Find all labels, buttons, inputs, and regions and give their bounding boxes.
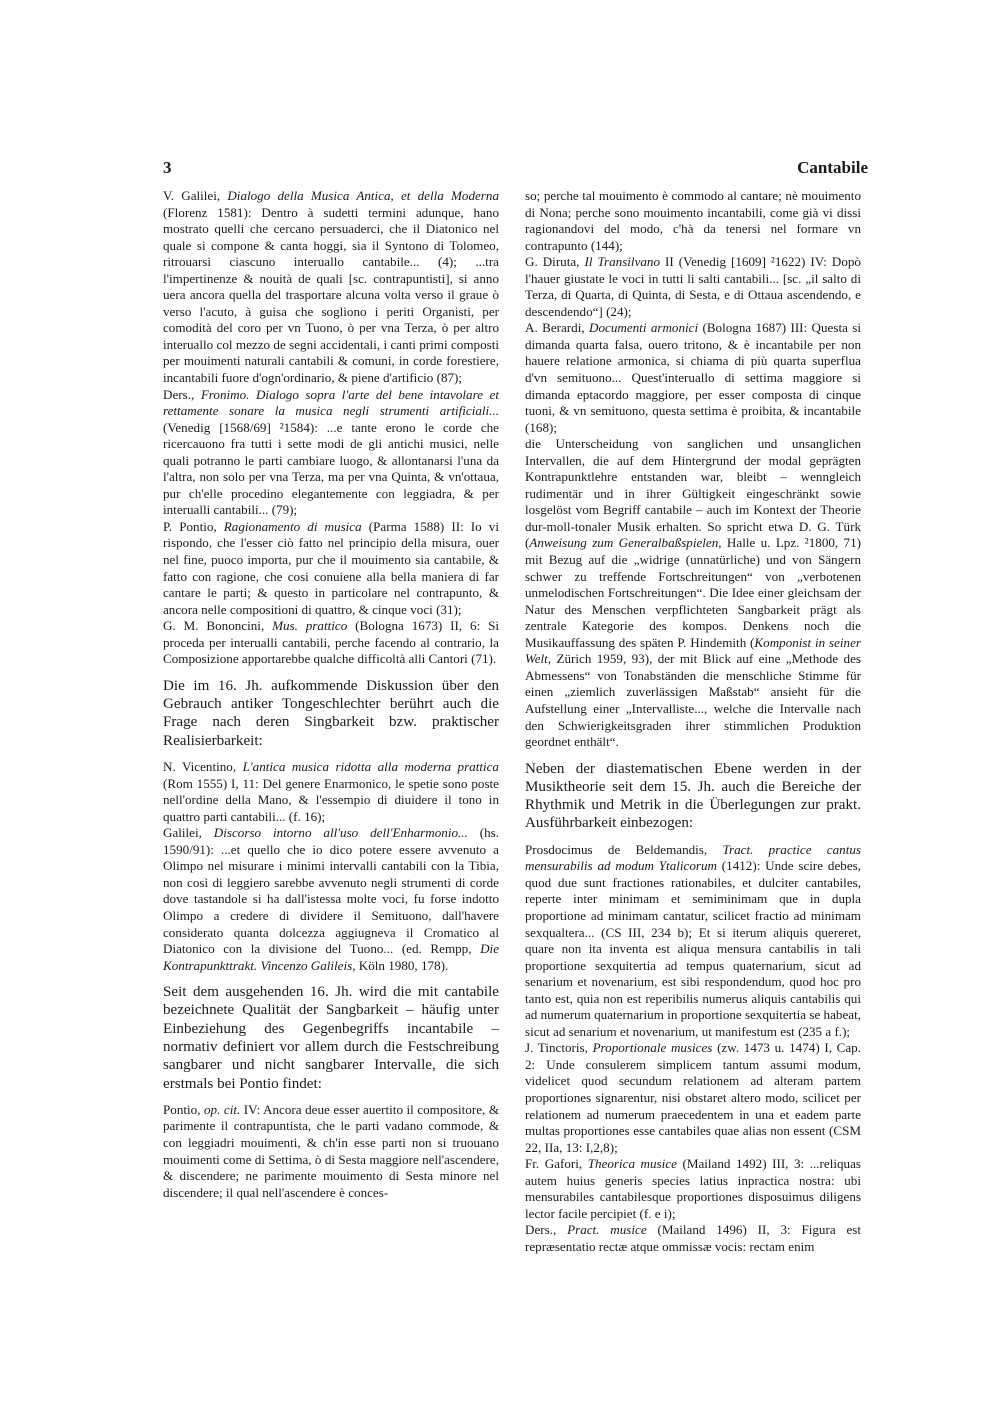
quotation-block (163, 387, 499, 519)
quotation-block (525, 1156, 861, 1222)
running-head (163, 158, 868, 180)
quotation-block (525, 842, 861, 1041)
quotation-block (163, 825, 499, 974)
quotation-block (163, 519, 499, 618)
quotation-block (163, 618, 499, 668)
quotation-block (525, 188, 861, 254)
text-run: N. Vicentino, (163, 759, 243, 775)
body-paragraph (163, 983, 499, 1093)
italic-title: Tract. practice cantus mensurabilis ad modum Ytalicorum (525, 841, 861, 874)
quotation-block (163, 188, 499, 387)
entry-title: Cantabile (797, 158, 868, 177)
text-run: IV: Ancora deue esser auertito il compositore, & parimente il contrapuntista, che le parti vadano commode, & con leggiadri mouimenti, & ch'in esse parti non si truouano mouimenti come di Settima, ò di Sesta maggiore nell'ascendere, & discendere; ne parimente mouimento di Sesta minore nel discendere; il qual nell'ascendere è conces- (163, 1101, 499, 1200)
body-paragraph-small (525, 436, 861, 750)
italic-title: Anweisung zum Generalbaßspielen (529, 535, 719, 551)
text-run: Ders., (163, 386, 201, 402)
text-run: (1412): Unde scire debes, quod due sunt fractiones rationabiles, et dulciter cantabiles, reperte inter minimam et semiminimam que in dupla proportione ad minimam cantatur, scilicet fractio ad minimam sexqualtera... (CS III, 234 b); Et si iterum aliquis quereret, quare non ita inventa est aliqua mensura cantabilis in tali proportione sexquitertia ad tempus quaternarium, sicut ad senarium et novenarium, est sibi respondendum, quod hoc pro tanto est, quia non est reperibilis numerus aliquis cantabilis qui ad numerum quaternarium in proportione sexquitertia se habeat, sicut ad senarium et novenarium, ut manifestum est (235 a f.); (525, 858, 861, 1039)
text-run: Die im 16. Jh. aufkommende Diskussion über den Gebrauch antiker Tongeschlechter berührt auch die Frage nach deren Singbarkeit bzw. praktischer Realisierbarkeit: (163, 677, 499, 749)
quotation-block (525, 320, 861, 436)
text-run: die Unterscheidung von sanglichen und unsanglichen Intervallen, die auf dem Hintergrund der modal geprägten Kontrapunktlehre entstanden war, bleibt – wenngleich rudimentär und in ihrer Gültigkeit eingeschränkt sowie losgelöst vom Begriff cantabile – auch im Kontext der Theorie dur-moll-tonaler Musik erhalten. So spricht etwa D. G. Türk ( (525, 436, 861, 551)
text-run: Prosdocimus de Beldemandis, (525, 841, 723, 857)
text-run: G. Diruta, (525, 254, 585, 270)
italic-title: Pract. musice (567, 1222, 647, 1238)
italic-title: Dialogo della Musica Antica, et della Moderna (227, 188, 499, 203)
left-column (163, 188, 499, 1201)
page-number: 3 (163, 158, 172, 177)
text-run: Ders., (525, 1222, 568, 1238)
body-paragraph (525, 760, 861, 833)
text-run: (Bologna 1687) III: Questa si dimanda quarta falsa, ouero tritono, & è incantabile per non hauere relatione armonica, si chiama di più quarta superflua d'vn semituono... Quest'interuallo di settima maggiore si dimanda eptacordo maggiore, per esser composta di cinque tuoni, & vn semituono, questa settima è proibita, & incantabile (168); (525, 320, 861, 435)
italic-title: Komponist in seiner Welt (525, 634, 861, 667)
text-run: V. Galilei, (163, 188, 228, 203)
italic-title: Documenti armonici (589, 320, 699, 336)
text-run: A. Berardi, (525, 320, 589, 336)
text-run: Neben der diastematischen Ebene werden in der Musiktheorie seit dem 15. Jh. auch die Bereiche der Rhythmik und Metrik in die Überlegungen zur prakt. Ausführbarkeit einbezogen: (525, 760, 861, 832)
text-run: Fr. Gafori, (525, 1156, 588, 1172)
italic-title: L'antica musica ridotta alla moderna prattica (242, 759, 499, 775)
text-run: J. Tinctoris, (525, 1040, 593, 1056)
italic-title: Theorica musice (587, 1156, 677, 1172)
text-run: II (Venedig [1609] ²1622) IV: Dopò l'hauer giustate le voci in tutti li salti cantabili... [sc. „il salto di Terza, di Quarta, di Quinta, di Sesta, e di Ottaua ascendendo, e descendendo“] (24); (525, 254, 861, 319)
text-run: , Köln 1980, 178). (352, 957, 449, 973)
text-run: (Mailand 1496) II, 3: Figura est repræsentatio rectæ atque ommissæ vocis: rectam enim (525, 1222, 862, 1254)
text-run: , Halle u. Lpz. ²1800, 71) mit Bezug auf die „widrige (unnatürliche) und von Sängern schwer zu treffende Fortschreitungen“ von „verbotenen unmelodischen Fortschreitungen“. Die Idee einer gleichsam der Natur des Menschen verpflichteten Sangbarkeit prägt als zentrale Kategorie des kompos. Denkens noch die Musikauffassung des späten P. Hindemith ( (525, 535, 861, 650)
text-run: , Zürich 1959, 93), der mit Blick auf eine „Methode des Abmessens“ von Tonabständen die menschliche Stimme für einen „ziemlich zuverlässigen Maßstab“ ansieht für die Aufstellung einer „Intervalliste..., welche die Intervalle nach den Schwierigkeitsgraden ihrer stimmlichen Produktion geordnet enthält“. (525, 651, 861, 750)
text-run: (Bologna 1673) II, 6: Si proceda per interualli cantabili, perche facendo al contrario, la Composizione apportarebbe qualche difficoltà alli Cantori (71). (163, 618, 500, 667)
quotation-block (163, 759, 499, 825)
italic-title: op. cit. (204, 1101, 241, 1117)
body-paragraph (163, 677, 499, 750)
text-run: P. Pontio, (163, 518, 224, 534)
right-column (525, 188, 861, 1255)
quotation-block (525, 254, 861, 320)
quotation-block (525, 1040, 861, 1156)
italic-title: Mus. prattico (272, 618, 348, 634)
text-run: (Florenz 1581): Dentro à sudetti termini adunque, hano mostrato quelli che cercano persuaderci, che il Diatonico nel quale si compone & canta hoggi, sia il Syntono di Tolomeo, ritrouarsi ciascuno interuallo cantabile... (4); ...tra l'impertinenze & nouità de quali [sc. contrapuntisti], si anno uera ancora quella del trasportare alcuna volta verso il graue ò verso l'acuto, à guisa che sogliono i periti Organisti, per comodità del coro per vn Tuono, ò per vna Terza, ò per altro interuallo col mezzo de segni accidentali, i canti primi composti per mouimenti naturali cantabili & comuni, in corde forestiere, incantabili fuore d'ogn'ordinario, & piene d'artificio (87); (163, 204, 499, 386)
text-run: Galilei, (163, 825, 214, 841)
text-run: (Rom 1555) I, 11: Del genere Enarmonico, le spetie sono poste nell'ordine della Mano, & l'essempio di diuidere il tono in quattro parti cantabili... (f. 16); (163, 775, 499, 824)
quotation-block (525, 1222, 861, 1255)
text-run: (Parma 1588) II: Io vi rispondo, che l'esser ciò fatto nel principio della misura, ouer nel fine, puoco importa, pur che il mouimento sia cantabile, & fatto con ragione, che cosi conuiene alla bella maniera di far cantare le parti; & questo in particolare nel contrapunto, & ancora nelle compositioni di quattro, & cinque voci (31); (163, 518, 499, 617)
text-run: (zw. 1473 u. 1474) I, Cap. 2: Unde consulerem simplicem tantum assumi modum, videlicet quod secundum relationem ad alteram partem proportiones signarentur, nisi obstaret altero modo, scilicet per relationem ad numerum praecedentem in una et eadem parte multas proportiones esse cantabiles quae alias non essent (CSM 22, IIa, 13: I,2,8); (525, 1040, 862, 1155)
italic-title: Proportionale musices (592, 1040, 713, 1056)
quotation-block (163, 1102, 499, 1201)
italic-title: Ragionamento di musica (223, 518, 362, 534)
text-run: (Mailand 1492) III, 3: ...reliquas autem huius generis species latius inpractica nostra: ubi mensurabiles cantabilesque proportiones disposuimus diligens lector facile percipiet (f. e i); (525, 1156, 861, 1221)
text-run: G. M. Bononcini, (163, 618, 273, 634)
italic-title: Fronimo. Dialogo sopra l'arte del bene intavolare et rettamente sonare la musica negli strumenti artificiali... (163, 386, 499, 419)
italic-title: Die Kontrapunkttrakt. Vincenzo Galileis (163, 941, 499, 973)
text-run: so; perche tal mouimento è commodo al cantare; nè mouimento di Nona; perche sono mouimento incantabili, come già vi dissi ragionandovi del modo, c'hà da tenersi nel formare vn contrapunto (144); (525, 188, 861, 253)
italic-title: Il Transilvano (584, 254, 661, 270)
text-run: Pontio, (163, 1101, 204, 1117)
text-run: (hs. 1590/91): ...et quello che io dico potere essere avvenuto a Olimpo nel misurare i minimi intervalli cantabili con la Tibia, non così di leggiero sarebbe avvenuto negli strumenti di corde dove tastandole si ha dall'istessa molte voci, fu forse indotto Olimpo a credere di dividere il Semituono, dall'havere considerato quanta dolcezza aggiugneva il Cromatico al Diatonico con la divisione del Tuono... (ed. Rempp, (163, 825, 499, 957)
text-run: Seit dem ausgehenden 16. Jh. wird die mit cantabile bezeichnete Qualität der Sangbarkeit – häufig unter Einbeziehung des Gegenbegriffs incantabile – normativ definiert vor allem durch die Festschreibung sangbarer und nicht sangbarer Intervalle, die sich erstmals bei Pontio findet: (163, 984, 499, 1092)
text-run: (Venedig [1568/69] ²1584): ...e tante erono le corde che ricercauono fra tutti i sette modi de gli antichi musici, nelle quali potranno le parti cambiare luogo, & allontanarsi l'una da l'altra, non solo per vna Terza, ma per vna Quinta, & vn'ottaua, pur ch'elle procedino elegantemente con leggiadra, & per interualli cantabili... (79); (163, 419, 499, 518)
italic-title: Discorso intorno all'uso dell'Enharmonio... (213, 825, 468, 841)
